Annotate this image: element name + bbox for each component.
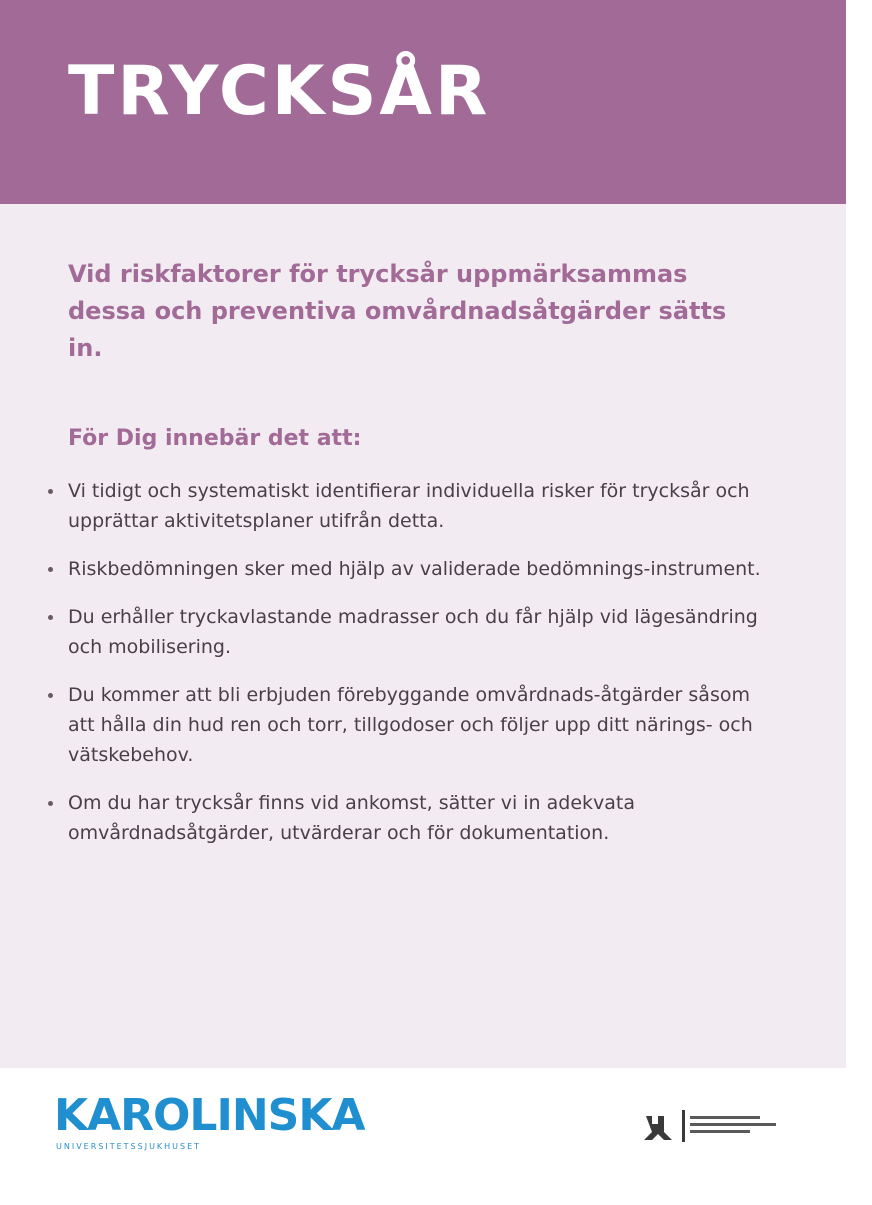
list-item <box>48 680 768 770</box>
list-item <box>48 476 768 536</box>
list-item-text: Riskbedömningen sker med hjälp av validerade bedömnings-instrument. <box>68 558 761 580</box>
page-title: TRYCKSÅR <box>68 52 491 131</box>
list-item-text: Vi tidigt och systematiskt identifierar individuella risker för trycksår och upprättar aktivitetsplaner utifrån detta. <box>68 480 750 532</box>
list-item <box>48 788 768 848</box>
region-stockholm-logo <box>642 1108 792 1148</box>
region-text-block <box>690 1114 786 1141</box>
bullet-dot-icon <box>48 801 53 806</box>
lead-paragraph: Vid riskfaktorer för trycksår uppmärksammas dessa och preventiva omvårdnadsåtgärder sätts in. <box>68 260 727 362</box>
karolinska-logo <box>54 1088 374 1158</box>
bullet-dot-icon <box>48 615 53 620</box>
region-divider <box>682 1110 685 1142</box>
bullet-dot-icon <box>48 489 53 494</box>
logo-wordmark: KAROLINSKA <box>54 1090 365 1141</box>
list-item-text: Du kommer att bli erbjuden förebyggande omvårdnads-åtgärder såsom att hålla din hud ren och torr, tillgodoser och följer upp ditt närings- och vätskebehov. <box>68 684 753 766</box>
list-item <box>48 602 768 662</box>
subheading: För Dig innebär det att: <box>68 426 362 451</box>
bullet-dot-icon <box>48 693 53 698</box>
logo-subtext: UNIVERSITETSSJUKHUSET <box>56 1142 202 1151</box>
list-item-text: Om du har trycksår finns vid ankomst, sätter vi in adekvata omvårdnadsåtgärder, utvärderar och för dokumentation. <box>68 792 635 844</box>
list-item-text: Du erhåller tryckavlastande madrasser och du får hjälp vid lägesändring och mobilisering. <box>68 606 758 658</box>
region-text-lines-icon <box>690 1114 780 1138</box>
bullet-dot-icon <box>48 567 53 572</box>
region-stockholm-crown-icon <box>642 1112 676 1142</box>
list-item <box>48 554 768 584</box>
bullet-list <box>48 476 768 866</box>
